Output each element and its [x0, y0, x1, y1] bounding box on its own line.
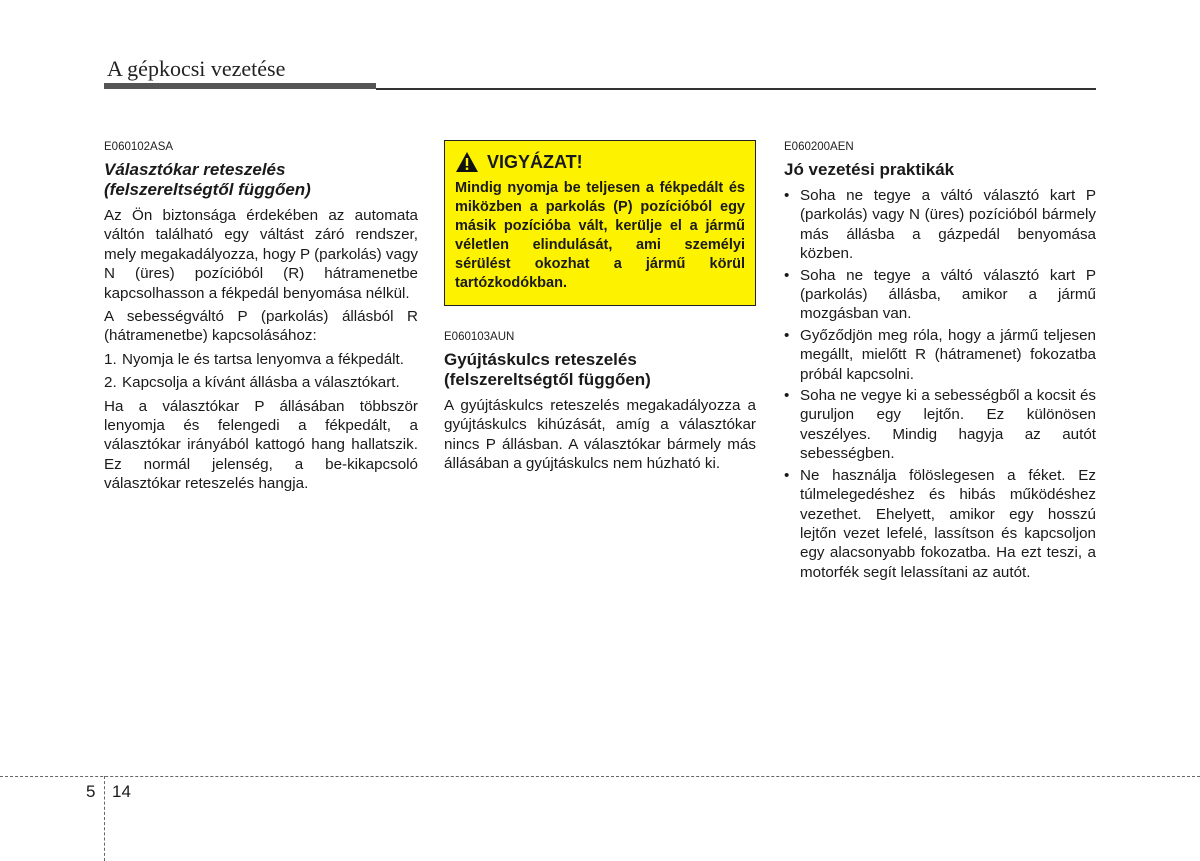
- chapter-number: 5: [86, 782, 96, 801]
- section-heading: Jó vezetési praktikák: [784, 160, 955, 179]
- step-text: Kapcsolja a kívánt állásba a választókart.: [122, 374, 400, 392]
- step-number: 1.: [104, 350, 117, 368]
- bullet-dot: •: [784, 387, 790, 405]
- bullet-item: [784, 186, 1096, 264]
- warning-text: Mindig nyomja be teljesen a fékpedált és miközben a parkolás (P) pozícióból egy másik pozícióba vált, kerülje el a jármű véletlen elindulását, ami személyi sérülést okozhat a jármű körül tartózkodókban.: [455, 180, 745, 291]
- warning-triangle-icon: [455, 151, 479, 173]
- warning-header: [455, 151, 745, 173]
- section-code: E060200AEN: [784, 141, 854, 153]
- paragraph: A sebességváltó P (parkolás) állásból R (hátramenetbe) kapcsolásához:: [104, 308, 418, 345]
- column-left: [104, 140, 418, 498]
- bullet-text: Soha ne vegye ki a sebességből a kocsit és guruljon egy lejtőn. Ez különösen veszélyes. Mindig hagyja az autót sebességben.: [800, 387, 1096, 463]
- section-code: E060102ASA: [104, 141, 174, 153]
- bullet-text: Győződjön meg róla, hogy a jármű teljesen megállt, mielőtt R (hátramenet) fokozatba próbál kapcsolni.: [800, 326, 1096, 383]
- footer-divider: [0, 776, 1200, 777]
- paragraph: A gyújtáskulcs reteszelés megakadályozza a gyújtáskulcs kihúzását, amíg a választókar nincs P állásban. A választókar bármely más állásában a gyújtáskulcs nem húzható ki.: [444, 397, 756, 473]
- bullet-item: [784, 266, 1096, 324]
- bullet-dot: •: [784, 266, 790, 284]
- page-header-title: A gépkocsi vezetése: [107, 56, 286, 81]
- bullet-text: Ne használja fölöslegesen a féket. Ez túlmelegedéshez és hibás működéshez vezethet. Ehelyett, amikor egy hosszú lejtőn vezet lefelé, lassítson és kapcsoljon egy alacsonyabb fokozatba. Ha ezt teszi, a motorfék segít lelassítani az autót.: [800, 466, 1096, 581]
- warning-box: [444, 140, 756, 306]
- bullet-dot: •: [784, 326, 790, 344]
- header-rule-thin: [376, 88, 1096, 90]
- bullet-text: Soha ne tegye a váltó választó kart P (parkolás) vagy N (üres) pozícióból bármely más állásba a gázpedál benyomása közben.: [800, 187, 1096, 263]
- step-text: Nyomja le és tartsa lenyomva a fékpedált.: [122, 350, 404, 368]
- header-rule-thick: [104, 83, 376, 89]
- numbered-step: [104, 350, 418, 369]
- column-middle: [444, 140, 756, 478]
- bullet-item: [784, 326, 1096, 384]
- paragraph: Az Ön biztonsága érdekében az automata váltón található egy váltást záró rendszer, mely megakadályozza, hogy P (parkolás) vagy N (üres) pozícióból (R) hátramenetbe kapcsolhasson a fékpedál benyomása nélkül.: [104, 207, 418, 302]
- bullet-item: [784, 386, 1096, 464]
- footer-vertical-divider: [104, 776, 105, 861]
- column-right: [784, 140, 1096, 584]
- warning-title: VIGYÁZAT!: [487, 151, 583, 172]
- bullet-dot: •: [784, 187, 790, 204]
- numbered-step: [104, 373, 418, 392]
- section-heading: Gyújtáskulcs reteszelés (felszereltségtől függően): [444, 350, 651, 389]
- section-code: E060103AUN: [444, 331, 515, 343]
- bullet-item: [784, 466, 1096, 582]
- page-number: 14: [112, 782, 131, 801]
- step-number: 2.: [104, 374, 117, 392]
- bullet-text: Soha ne tegye a váltó választó kart P (parkolás) állásba, amikor a jármű mozgásban van.: [800, 266, 1096, 323]
- paragraph: Ha a választókar P állásában többször lenyomja és felengedi a fékpedált, a választókar irányából kattogó hang hallatszik. Ez normál jelenség, a be-kikapcsoló választókar reteszelés hangja.: [104, 397, 418, 493]
- section-heading: Választókar reteszelés (felszereltségtől függően): [104, 160, 311, 199]
- bullet-dot: •: [784, 466, 790, 484]
